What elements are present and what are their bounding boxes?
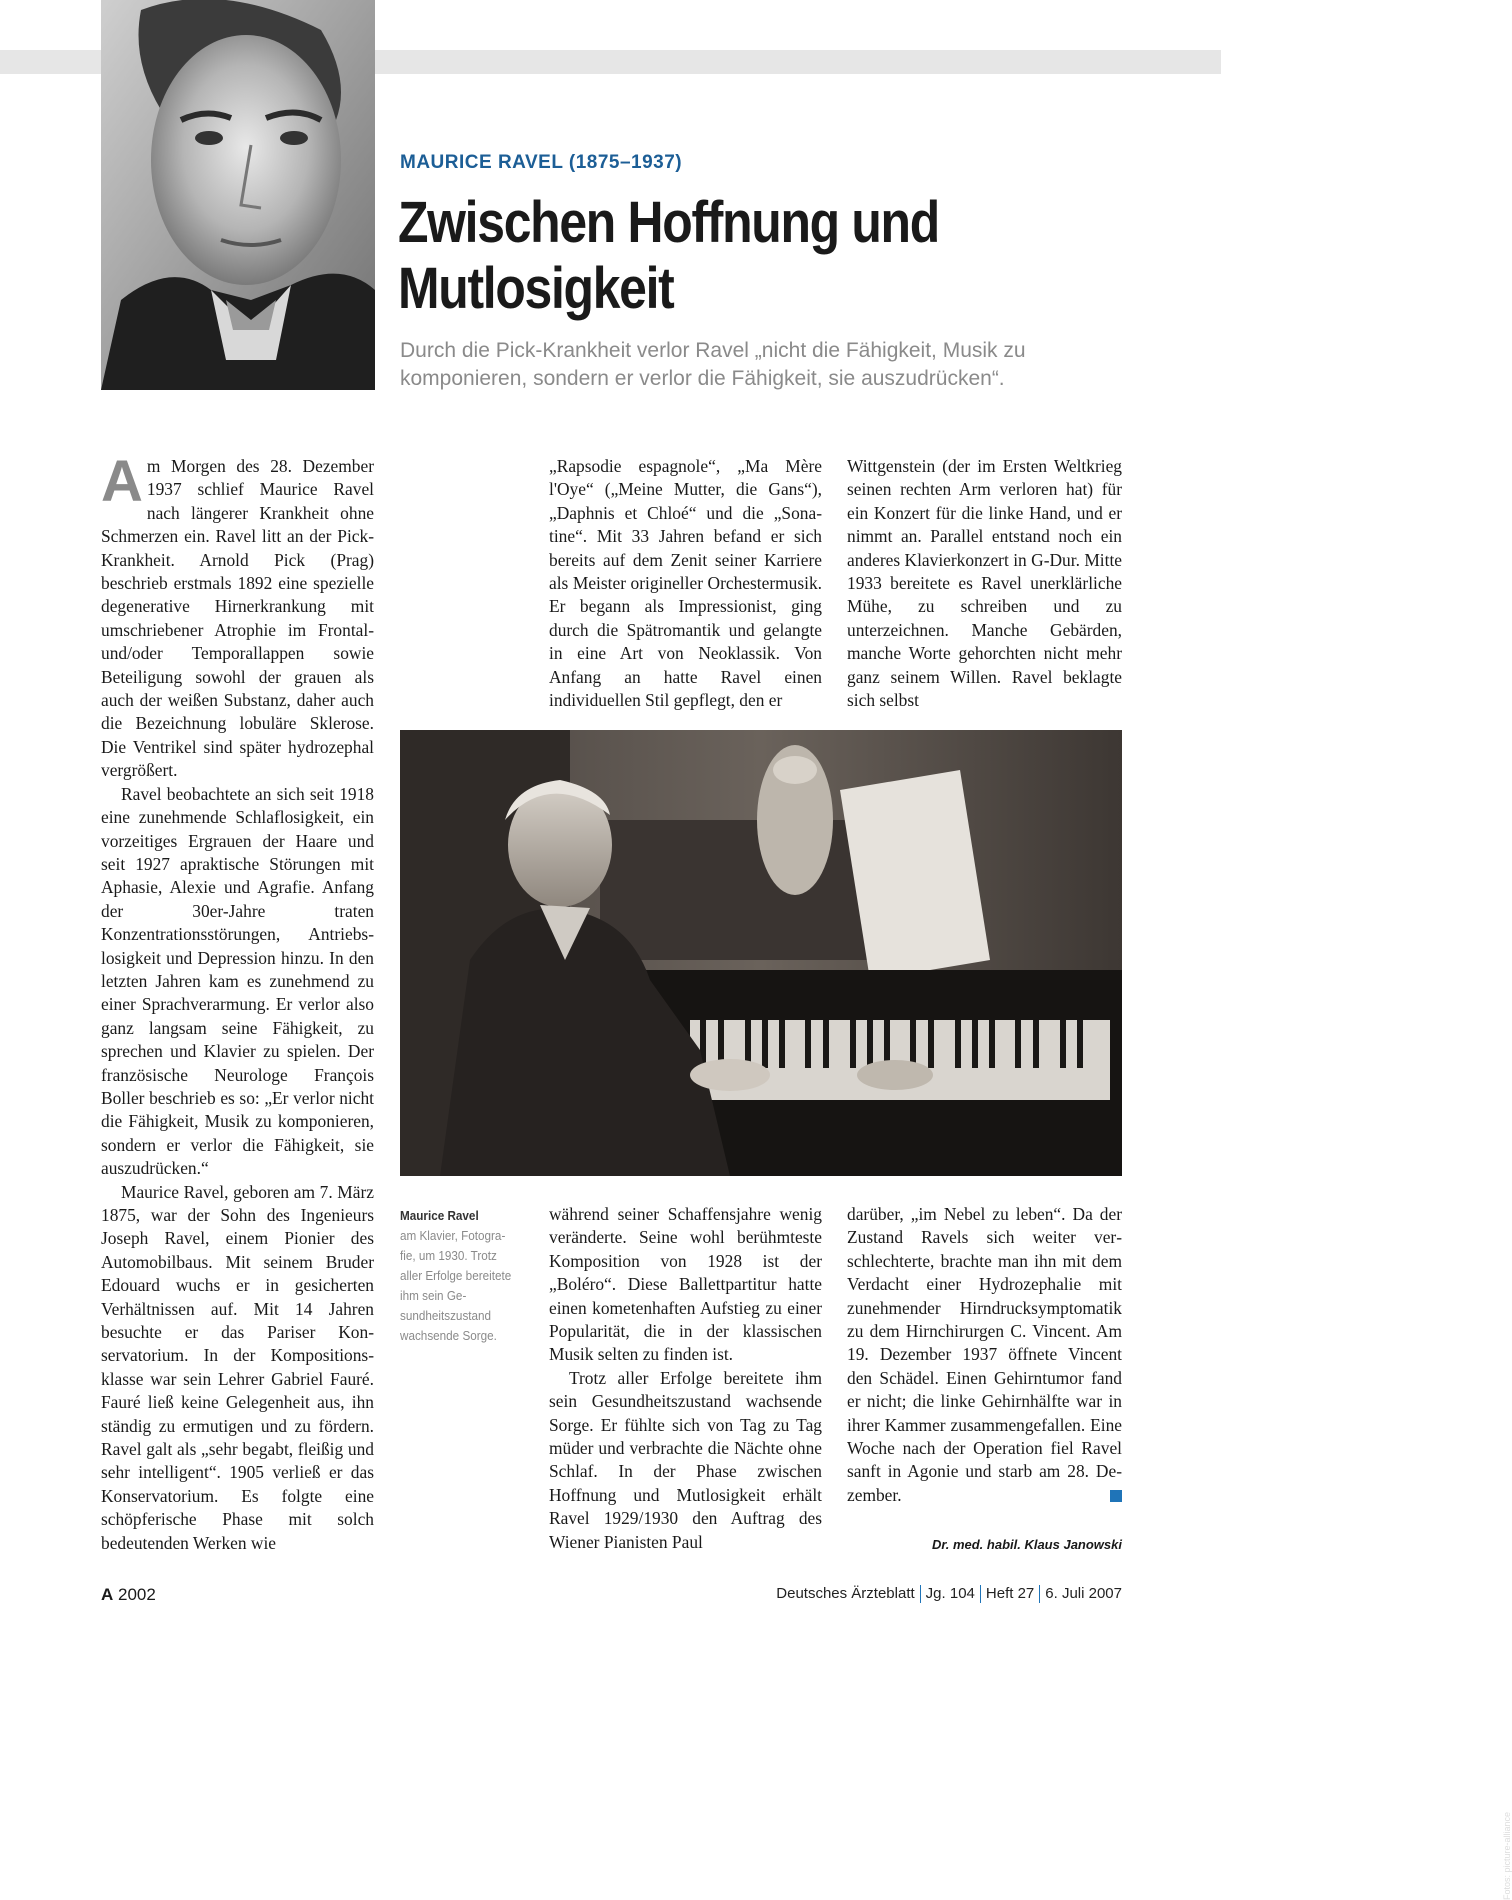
photo-caption xyxy=(400,1206,513,1346)
column-2-bottom xyxy=(549,1203,822,1554)
journal-name: Deutsches Ärzteblatt xyxy=(776,1585,915,1602)
caption-text: am Klavier, Fotografie, um 1930. Trotz aller Erfolge bereitete ihm sein Gesundheitszustand wachsende Sorge. xyxy=(400,1228,512,1343)
separator xyxy=(980,1585,981,1603)
end-mark-icon xyxy=(1110,1490,1122,1502)
article-dek: Durch die Pick-Krankheit verlor Ravel „nicht die Fähigkeit, Musik zu komponieren, sondern er verlor die Fähigkeit, sie auszudrücken“. xyxy=(400,339,1026,390)
journal-volume: Jg. 104 xyxy=(925,1585,975,1602)
column-2-bottom-paragraph-1: während seiner Schaffensjahre wenig veränderte. Seine wohl berühmteste Komposition von 1928 ist der „Boléro“. Diese Ballettpartitur hatte einen kometenhaften Aufstieg zu einer Popularität, die in der klassischen Musik selten zu finden ist. xyxy=(549,1204,822,1365)
page-number xyxy=(101,1585,156,1605)
column-1 xyxy=(101,449,374,1555)
caption-title: Maurice Ravel xyxy=(400,1208,479,1223)
page-number-value: 2002 xyxy=(118,1585,156,1604)
journal-date: 6. Juli 2007 xyxy=(1045,1585,1122,1602)
portrait-photo xyxy=(101,0,375,390)
journal-issue: Heft 27 xyxy=(985,1585,1035,1602)
column-3-bottom xyxy=(847,1203,1122,1507)
separator xyxy=(1039,1585,1040,1603)
column-3-bottom-text: darüber, „im Nebel zu leben“. Da der Zustand Ravels sich weiter verschlechterte, brachte man ihn mit dem Verdacht einer Hydrozephalie mit zunehmender Hirndrucksymptomatik zu dem Hirnchirurgen C. Vincent. Am 19. Dezember 1937 öffnete Vincent den Schädel. Einen Gehirntumor fand er nicht; die linke Gehirnhälfte war in ihrer Kammer zusammengefallen. Eine Woche nach der Operation fiel Ravel sanft in Agonie und starb am 28. Dezember. xyxy=(847,1204,1122,1505)
journal-info xyxy=(776,1585,1122,1603)
author-byline: Dr. med. habil. Klaus Janowski xyxy=(931,1537,1122,1552)
paragraph-1-text: m Morgen des 28. Dezember 1937 schlief Maurice Ravel nach längerer Krankheit ohne Schmerzen ein. Ravel litt an der Pick-Krankheit. Arnold Pick (Prag) beschrieb erstmals 1892 eine spezielle degenerative Hirnerkrankung mit umschriebener Atrophie im Frontal- und/oder Temporallappen sowie Beteiligung sowohl der grauen als auch der weißen Substanz, daher auch die Bezeichnung lobuläre Sklerose. Die Ventrikel sind später hydrozephal vergrößert. xyxy=(101,456,374,781)
photo-credit: Fotos: picture-alliance xyxy=(1502,1811,1512,1900)
column-2-bottom-paragraph-2: Trotz aller Erfolge bereitete ihm sein Gesundheitszustand wachsende Sorge. Er fühlte sich von Tag zu Tag müder und verbrachte die Nächte ohne Schlaf. In der Phase zwischen Hoffnung und Mutlosigkeit erhält Ravel 1929/1930 den Auftrag des Wiener Pianisten Paul xyxy=(549,1367,822,1552)
column-2-top-text: „Rapsodie espagnole“, „Ma Mère l'Oye“ („Meine Mutter, die Gans“), „Daphnis et Chloé“ und die „Sonatine“. Mit 33 Jahren befand er sich bereits auf dem Zenit seiner Karriere als Meister origineller Orchestermusik. Er begann als Impressionist, ging durch die Spätromantik und gelangte in eine Art von Neoklassik. Von Anfang an hatte Ravel einen individuellen Stil gepflegt, den er xyxy=(549,456,822,711)
column-3-top-text: Wittgenstein (der im Ersten Weltkrieg seinen rechten Arm verloren hat) für ein Konzert für die linke Hand, und er nimmt an. Parallel entstand noch ein anderes Klavierkonzert in G-Dur. Mitte 1933 bereitete es Ravel unerklärliche Mühe, zu schreiben und zu unterzeichnen. Manche Gebärden, manche Worte gehorchten nicht mehr ganz seinem Willen. Ravel beklagte sich selbst xyxy=(847,456,1122,711)
drop-cap: A xyxy=(101,449,143,514)
separator xyxy=(920,1585,921,1603)
piano-illustration xyxy=(400,730,1122,1176)
column-2-top xyxy=(549,455,822,712)
article-headline: Zwischen Hoffnung und Mutlosigkeit xyxy=(398,190,939,321)
page-prefix: A xyxy=(101,1585,114,1604)
portrait-illustration xyxy=(101,0,375,390)
paragraph-1 xyxy=(101,449,374,783)
column-3-top xyxy=(847,455,1122,712)
column-3-bottom-paragraph xyxy=(847,1203,1122,1507)
article-kicker: MAURICE RAVEL (1875–1937) xyxy=(400,152,683,173)
paragraph-2: Ravel beobachtete an sich seit 1918 eine zunehmende Schlaflosigkeit, ein vorzeitiges Ergrauen der Haare und seit 1927 apraktische Störungen mit Aphasie, Alexie und Agrafie. Anfang der 30er-Jahre traten Konzentrationsstörungen, Antriebslosigkeit und Depression hinzu. In den letzten Jahren kam es zunehmend zu einer Sprachverarmung. Er verlor also ganz langsam seine Fähigkeit, zu sprechen und Klavier zu spielen. Der französische Neurologe François Boller beschrieb es so: „Er verlor nicht die Fähigkeit, Musik zu komponieren, sondern er verlor die Fähigkeit, sie auszudrücken.“ xyxy=(101,783,374,1179)
paragraph-3: Maurice Ravel, geboren am 7. März 1875, war der Sohn des Ingenieurs Joseph Ravel, einem Pionier des Automobilbaus. Mit seinem Bruder Edouard wuchs er in gesicherten Verhältnissen auf. Mit 14 Jahren besuchte er das Pariser Konservatorium. In der Kompositionsklasse war sein Lehrer Gabriel Fauré. Fauré ließ keine Gelegenheit aus, ihn ständig zu ermutigen und zu fördern. Ravel galt als „sehr begabt, fleißig und sehr intelligent“. 1905 verließ er das Konservatorium. Es folgte eine schöpferische Phase mit solch bedeutenden Werken wie xyxy=(101,1181,374,1553)
